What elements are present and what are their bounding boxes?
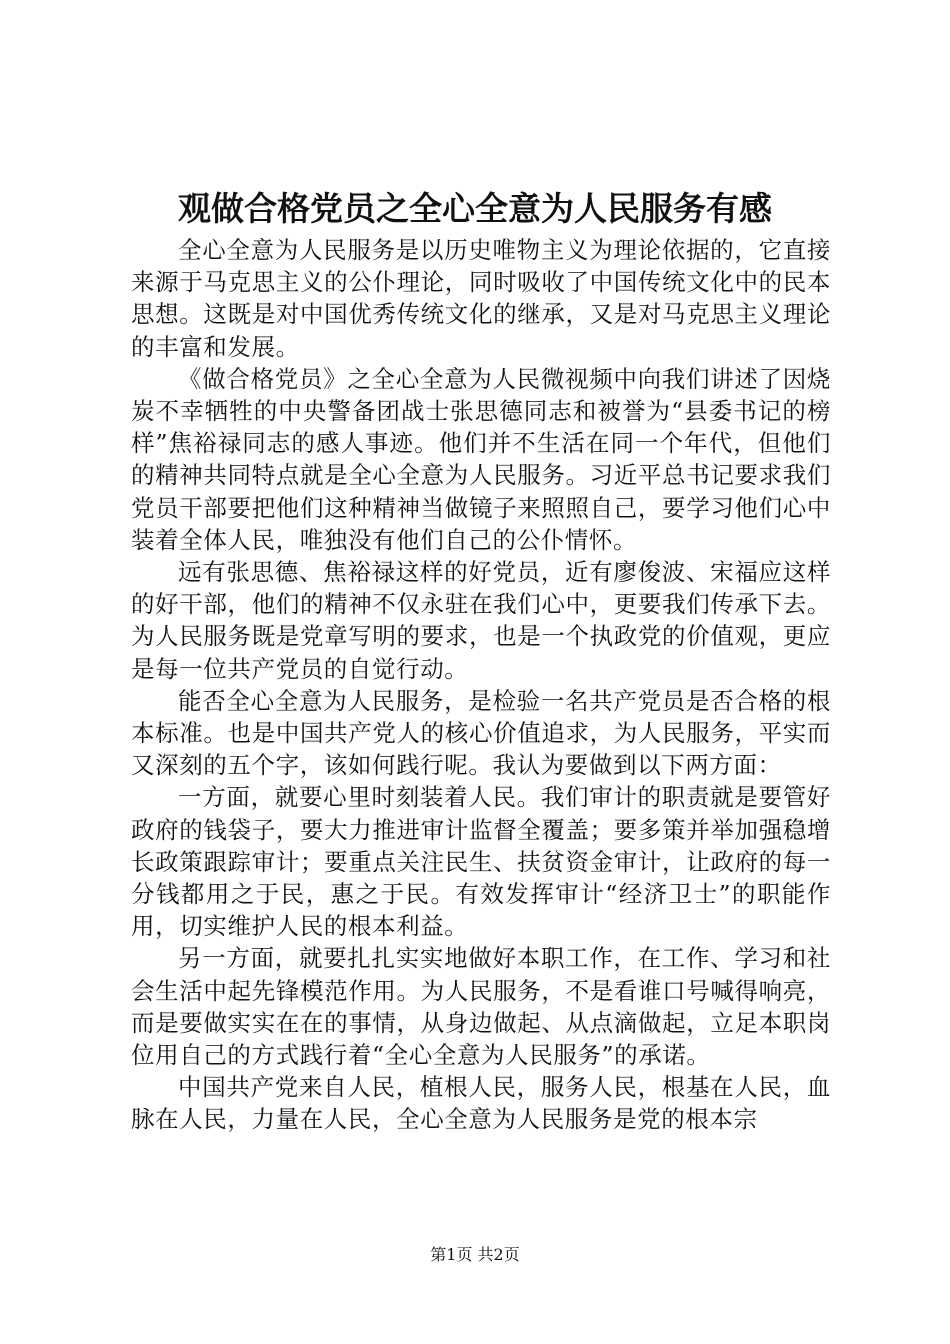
body-paragraph: 中国共产党来自人民，植根人民，服务人民，根基在人民，血脉在人民，力量在人民，全心全意为人民服务是党的根本宗 — [131, 1073, 831, 1134]
body-paragraph: 《做合格党员》之全心全意为人民微视频中向我们讲述了因烧炭不幸牺牲的中央警备团战士张思德同志和被誉为“县委书记的榜样”焦裕禄同志的感人事迹。他们并不生活在同一个年代，但他们的精神共同特点就是全心全意为人民服务。习近平总书记要求我们党员干部要把他们这种精神当做镜子来照照自己，要学习他们心中装着全体人民，唯独没有他们自己的公仆情怀。 — [131, 364, 831, 554]
document-title: 观做合格党员之全心全意为人民服务有感 — [178, 189, 772, 228]
page-number-footer: 第1页 共2页 — [430, 1245, 520, 1264]
document-body — [131, 234, 831, 1136]
body-paragraph: 一方面，就要心里时刻装着人民。我们审计的职责就是要管好政府的钱袋子，要大力推进审计监督全覆盖；要多策并举加强稳增长政策跟踪审计；要重点关注民生、扶贫资金审计，让政府的每一分钱都用之于民，惠之于民。有效发挥审计“经济卫士”的职能作用，切实维护人民的根本利益。 — [131, 783, 831, 941]
body-paragraph: 全心全意为人民服务是以历史唯物主义为理论依据的，它直接来源于马克思主义的公仆理论，同时吸收了中国传统文化中的民本思想。这既是对中国优秀传统文化的继承，又是对马克思主义理论的丰富和发展。 — [131, 236, 831, 361]
body-paragraph: 远有张思德、焦裕禄这样的好党员，近有廖俊波、宋福应这样的好干部，他们的精神不仅永驻在我们心中，更要我们传承下去。为人民服务既是党章写明的要求，也是一个执政党的价值观，更应是每一位共产党员的自觉行动。 — [131, 558, 831, 683]
body-paragraph: 另一方面，就要扎扎实实地做好本职工作，在工作、学习和社会生活中起先锋模范作用。为人民服务，不是看谁口号喊得响亮，而是要做实实在在的事情，从身边做起、从点滴做起，立足本职岗位用自己的方式践行着“全心全意为人民服务”的承诺。 — [131, 944, 831, 1070]
body-paragraph: 能否全心全意为人民服务，是检验一名共产党员是否合格的根本标准。也是中国共产党人的核心价值追求，为人民服务，平实而又深刻的五个字，该如何践行呢。我认为要做到以下两方面： — [131, 686, 831, 780]
